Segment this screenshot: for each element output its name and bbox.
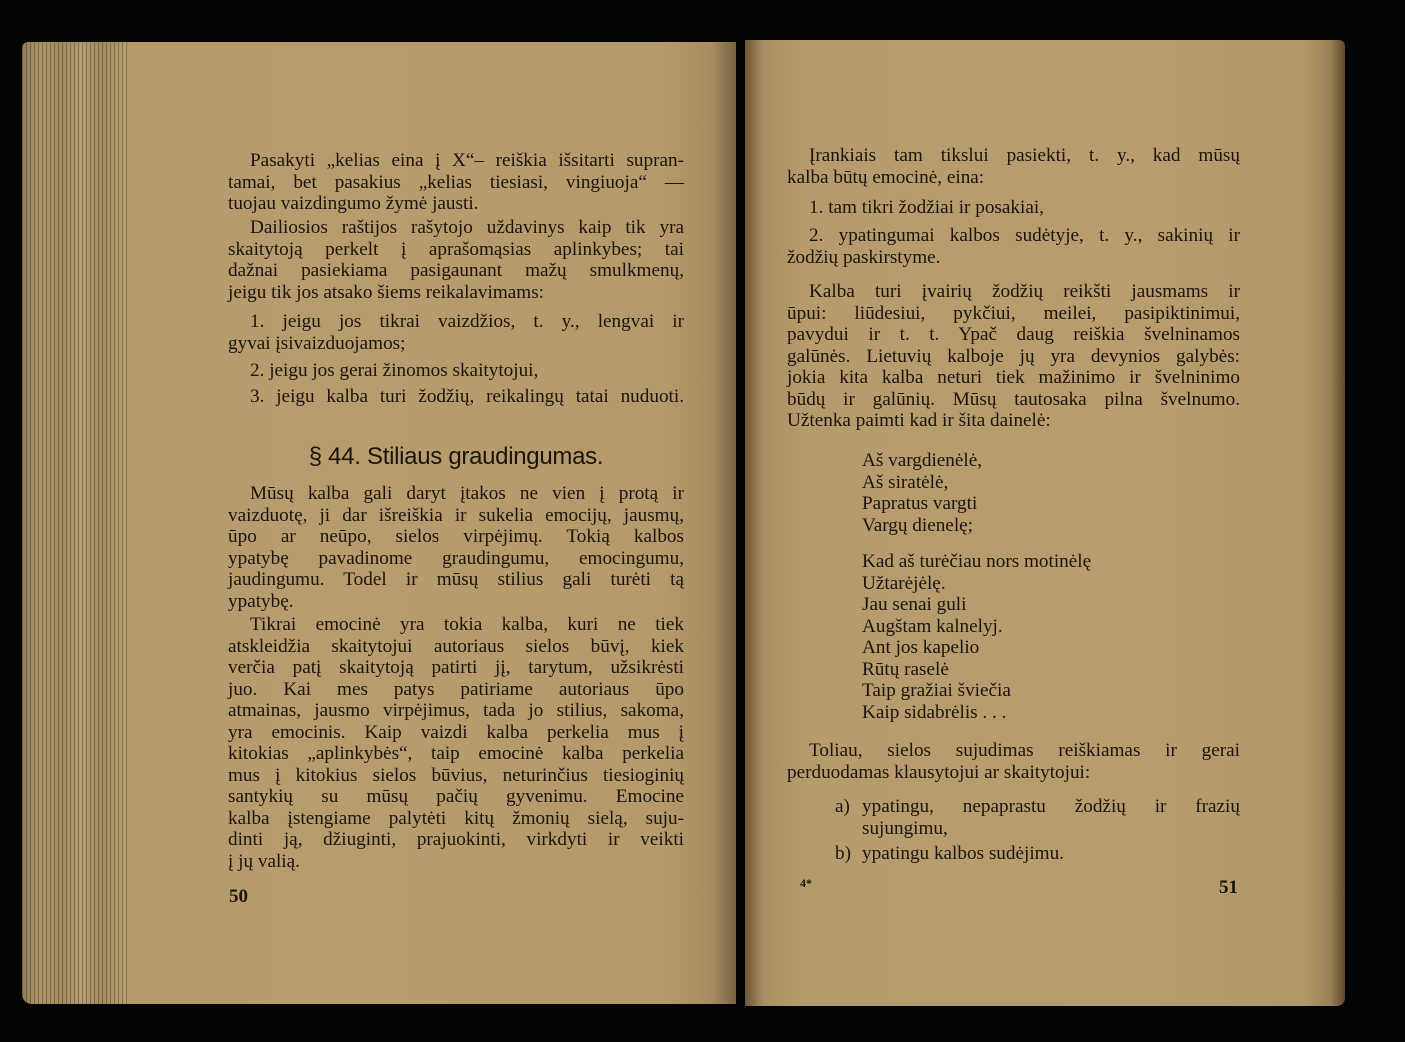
text-line: kalba įstengiame palytėti kitų žmonių sielą, suju- (228, 807, 684, 829)
list-item (787, 197, 1240, 219)
list-item (228, 386, 684, 408)
text-line: ypatingu kalbos sudėjimu. (862, 843, 1064, 864)
list-label: a) (835, 796, 850, 817)
paragraph (228, 217, 684, 303)
text-line: atskleidžia skaitytojui autoriaus sielos būvį, kiek (228, 635, 684, 657)
text-line: galūnės. Lietuvių kalboje jų yra devynios galybės: (787, 345, 1240, 367)
poem-stanza (862, 450, 1242, 536)
paragraph (787, 740, 1240, 783)
poem-line: Augštam kalnelyj. (862, 615, 1003, 637)
text-line: jeigu tik jos atsako šiems reikalavimams: (228, 281, 545, 303)
list-item-b (835, 843, 1240, 865)
text-line: verčia patį skaitytoją patirti jį, tarytum, užsikrėsti (228, 657, 684, 678)
poem-line: Taip gražiai šviečia (862, 680, 1011, 701)
poem-line: Ant jos kapelio (862, 637, 980, 658)
text-line: dinti ją, džiuginti, prajuokinti, virkdyti ir veikti (228, 829, 684, 850)
poem-line: Aš vargdienėlė, (862, 450, 983, 471)
poem-line: Kaip sidabrėlis . . . (862, 701, 1007, 723)
text-line: jokia kita kalba neturi tiek mažinimo ir švelninimo (787, 367, 1240, 388)
text-line: atmainas, jausmo virpėjimus, tada jo stilius, sakoma, (228, 700, 684, 721)
text-line: mus į kitokius sielos būvius, neturinčius tiesioginių (228, 764, 684, 786)
poem-line: Aš siratėlė, (862, 471, 949, 493)
poem-line: Kad aš turėčiau nors motinėlę (862, 551, 1092, 572)
text-line: Dailiosios raštijos rašytojo uždavinys kaip tik yra (250, 217, 684, 238)
text-line: gyvai įsivaizduojamos; (228, 332, 406, 354)
text-line: Toliau, sielos sujudimas reiškiamas ir gerai (809, 740, 1240, 761)
text-line: tamai, bet pasakius „kelias tiesiasi, vingiuoja“ — (228, 171, 684, 193)
text-line: ypatybę pavadinome graudingumu, emocingumu, (228, 547, 684, 569)
paragraph (228, 614, 684, 872)
paragraph (228, 483, 684, 612)
text-line: vaizduotę, ji dar išreiškia ir sukelia emocijų, jausmų, (228, 504, 684, 526)
paragraph (787, 145, 1240, 188)
text-line: Tikrai emocinė yra tokia kalba, kuri ne tiek (250, 614, 684, 635)
text-line: tuojau vaizdingumo žymė jausti. (228, 193, 479, 214)
text-line: 3. jeigu kalba turi žodžių, reikalingų tatai nuduoti. (250, 386, 684, 407)
text-line: yra emocinis. Kaip vaizdi kalba perkelia mus į (228, 721, 684, 743)
text-line: žodžių paskirstyme. (787, 246, 941, 268)
list-item (228, 311, 684, 354)
text-line: kitokias „aplinkybės“, taip emocinė kalba perkelia (228, 743, 684, 764)
text-line: Užtenka paimti kad ir šita dainelė: (787, 410, 1051, 431)
poem-line: Užtarėjėlę. (862, 572, 946, 594)
poem-line: Rūtų raselė (862, 658, 949, 680)
text-line: ūpui: liūdesiui, pykčiui, meilei, pasipiktinimui, (787, 302, 1240, 324)
text-line: 1. jeigu jos tikrai vaizdžios, t. y., lengvai ir (250, 311, 684, 332)
text-line: Kalba turi įvairių žodžių reikšti jausmams ir (809, 281, 1240, 302)
text-line: santykių su mūsų pačių gyvenimu. Emocine (228, 786, 684, 807)
text-line: į jų valią. (228, 850, 300, 872)
poem-stanza (862, 551, 1242, 723)
text-line: sujungimu, (862, 817, 948, 839)
paragraph (228, 150, 684, 215)
text-line: 2. ypatingumai kalbos sudėtyje, t. y., sakinių ir (809, 225, 1240, 246)
page-number: 51 (1219, 877, 1238, 898)
text-line: jaudingumu. Todel ir mūsų stilius gali turėti tą (228, 569, 684, 590)
text-line: Pasakyti „kelias eina į X“– reiškia išsitarti supran- (250, 150, 684, 171)
text-line: perduodamas klausytojui ar skaitytojui: (787, 761, 1091, 783)
list-item-a (835, 796, 1240, 839)
text-line: 2. jeigu jos gerai žinomos skaitytojui, (250, 360, 539, 381)
text-line: dažnai pasiekiama pasigaunant mažų smulkmenų, (228, 260, 684, 281)
poem-line: Vargų dienelę; (862, 514, 974, 536)
list-label: b) (835, 843, 851, 864)
poem-line: Papratus vargti (862, 493, 978, 514)
list-item (228, 360, 684, 382)
page-edges (22, 42, 127, 1004)
section-heading: § 44. Stiliaus graudingumas. (308, 443, 604, 470)
text-line: Mūsų kalba gali daryt įtakos ne vien į protą ir (250, 483, 684, 504)
text-line: 1. tam tikri žodžiai ir posakiai, (809, 197, 1044, 218)
text-line: ypatybę. (228, 590, 294, 612)
text-line: kalba būtų emocinė, eina: (787, 166, 985, 188)
page-number: 50 (229, 886, 248, 907)
text-line: juo. Kai mes patys patiriame autoriaus ūpo (228, 678, 684, 700)
text-line: ūpo ar neūpo, sielos virpėjimų. Tokią kalbos (228, 526, 684, 547)
text-line: skaitytoją perkelt į aprašomąsias aplinkybes; tai (228, 238, 684, 260)
text-line: pavydui ir t. t. Ypač daug reiškia švelninamos (787, 324, 1240, 345)
text-line: ypatingu, nepaprastu žodžių ir frazių (862, 796, 1240, 817)
signature-mark: 4* (800, 876, 812, 890)
paragraph (787, 281, 1240, 432)
text-line: Įrankiais tam tikslui pasiekti, t. y., kad mūsų (809, 145, 1240, 166)
poem-line: Jau senai guli (862, 594, 967, 615)
list-item (787, 225, 1240, 268)
text-line: būdų ir galūnių. Mūsų tautosaka pilna švelnumo. (787, 388, 1240, 410)
